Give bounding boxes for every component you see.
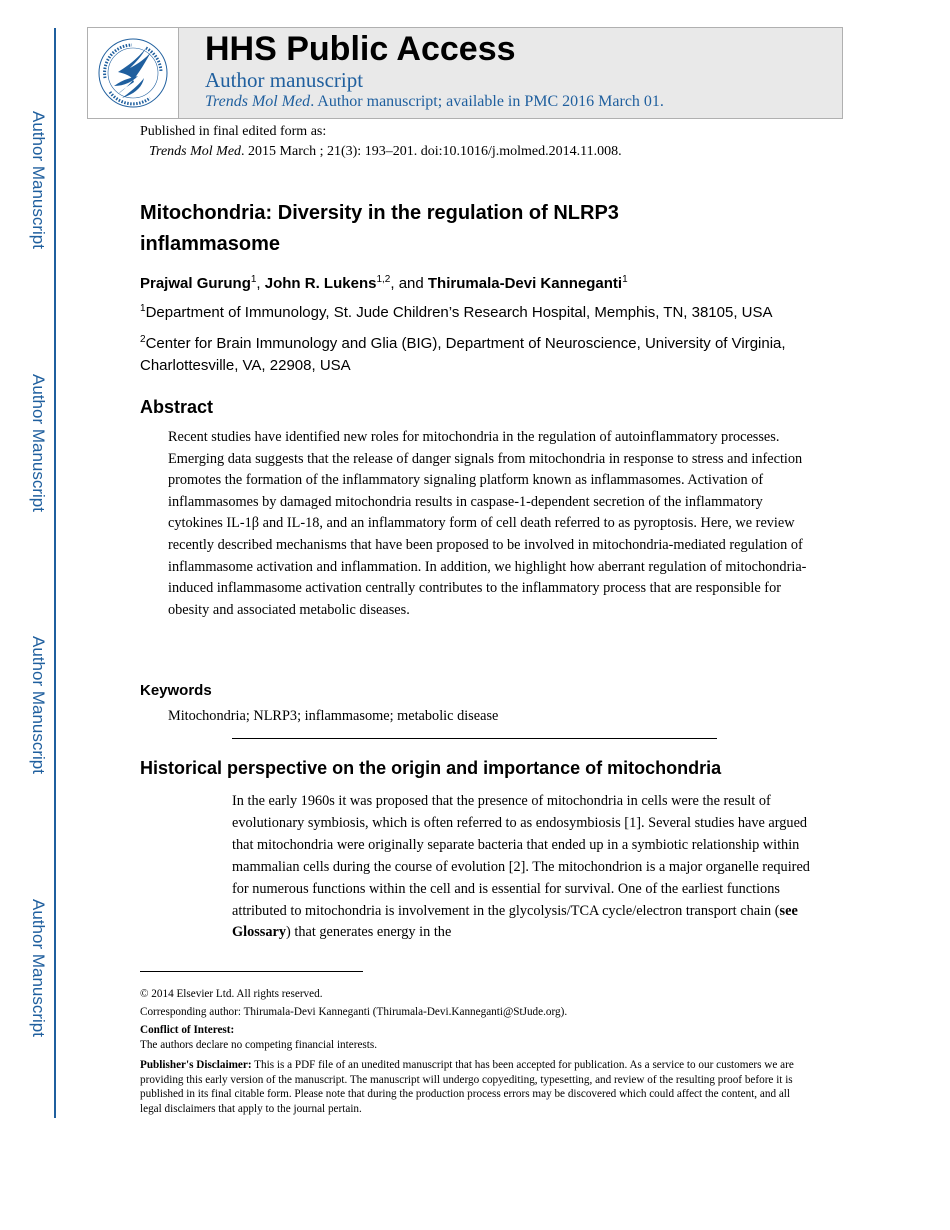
section-heading: Historical perspective on the origin and importance of mitochondria: [140, 758, 722, 778]
abstract-heading: Abstract: [140, 397, 214, 417]
abstract-text: Recent studies have identified new roles for mitochondria in the regulation of autoinflammatory processes. Emerging data suggests that the release of danger signals from mitochondria in response to stress and infection promotes the formation of the inflammatory signaling platform known as inflammasomes. Activation of inflammasomes by damaged mitochondria results in caspase-1-dependent secretion of the inflammatory cytokines IL-1β and IL-18, and an inflammatory form of cell death referred to as pyroptosis. Here, we review recently described mechanisms that have been proposed to be involved in mitochondria-mediated regulation of inflammasome activation and inflammation. In addition, we highlight how aberrant regulation of mitochondria-induced inflammasome activation centrally contributes to the inflammatory process that are responsible for obesity and associated metabolic diseases.: [168, 429, 807, 618]
header-title: HHS Public Access: [205, 30, 516, 68]
hhs-eagle-icon: [88, 28, 178, 118]
author-name: Thirumala-Devi Kanneganti: [427, 275, 623, 292]
section-body: In the early 1960s it was proposed that the presence of mitochondria in cells were the result of evolutionary symbiosis, which is often referred to as endosymbiosis [1]. Several studies have argued that mitochondria were originally separate bacteria that ended up in a symbiotic relationship within mammalian cells during the course of evolution [2]. The mitochondrion is a major organelle required for numerous functions within the cell and is essential for survival. One of the earliest functions attributed to mitochondria is involvement in the glycolysis/TCA cycle/electron transport chain (see Glossary) that generates energy in the: [232, 793, 810, 941]
hhs-logo: [88, 28, 179, 118]
footnote-divider: [140, 971, 363, 972]
author-list: Prajwal Gurung$^1$, John R. Lukens$^{1,2}$, and Thirumala-Devi Kanneganti$^1$: [140, 274, 628, 292]
corresponding-author: Corresponding author: Thirumala-Devi Kanneganti (Thirumala-Devi.Kanneganti@StJude.org).: [140, 1006, 568, 1018]
article-title: Mitochondria: Diversity in the regulation of NLRP3 inflammasome: [140, 202, 619, 255]
affiliation: $^2$Center for Brain Immunology and Glia (BIG), Department of Neuroscience, University of Virginia, Charlottesville, VA, 22908, USA: [140, 334, 786, 374]
header-subtitle: Author manuscript: [205, 68, 364, 92]
header-availability: Trends Mol Med. Author manuscript; available in PMC 2016 March 01.: [205, 93, 664, 110]
section-divider: [232, 738, 717, 739]
author-name: John R. Lukens: [264, 275, 377, 292]
conflict-of-interest: Conflict of Interest: The authors declare no competing financial interests.: [140, 1024, 378, 1051]
glossary-ref: see Glossary: [232, 902, 798, 941]
copyright: © 2014 Elsevier Ltd. All rights reserved.: [140, 988, 323, 1000]
publisher-disclaimer: Publisher's Disclaimer: This is a PDF file of an unedited manuscript that has been accepted for publication. As a service to our customers we are providing this early version of the manuscript. The manuscript will undergo copyediting, typesetting, and review of the resulting proof before it is published in its final citable form. Please note that during the production process errors may be discovered which could affect the content, and all legal disclaimers that apply to the journal pertain.: [140, 1059, 794, 1115]
keywords-text: Mitochondria; NLRP3; inflammasome; metabolic disease: [168, 708, 499, 724]
affiliation: $^1$Department of Immunology, St. Jude Children’s Research Hospital, Memphis, TN, 38105, USA: [140, 303, 773, 321]
hhs-header: [87, 27, 843, 119]
author-name: Prajwal Gurung: [140, 275, 251, 292]
keywords-heading: Keywords: [140, 682, 212, 699]
published-info: Published in final edited form as: Trends Mol Med. 2015 March ; 21(3): 193–201. doi:10.1016/j.molmed.2014.11.008.: [140, 124, 622, 159]
sidebar-rule: [54, 28, 56, 1118]
